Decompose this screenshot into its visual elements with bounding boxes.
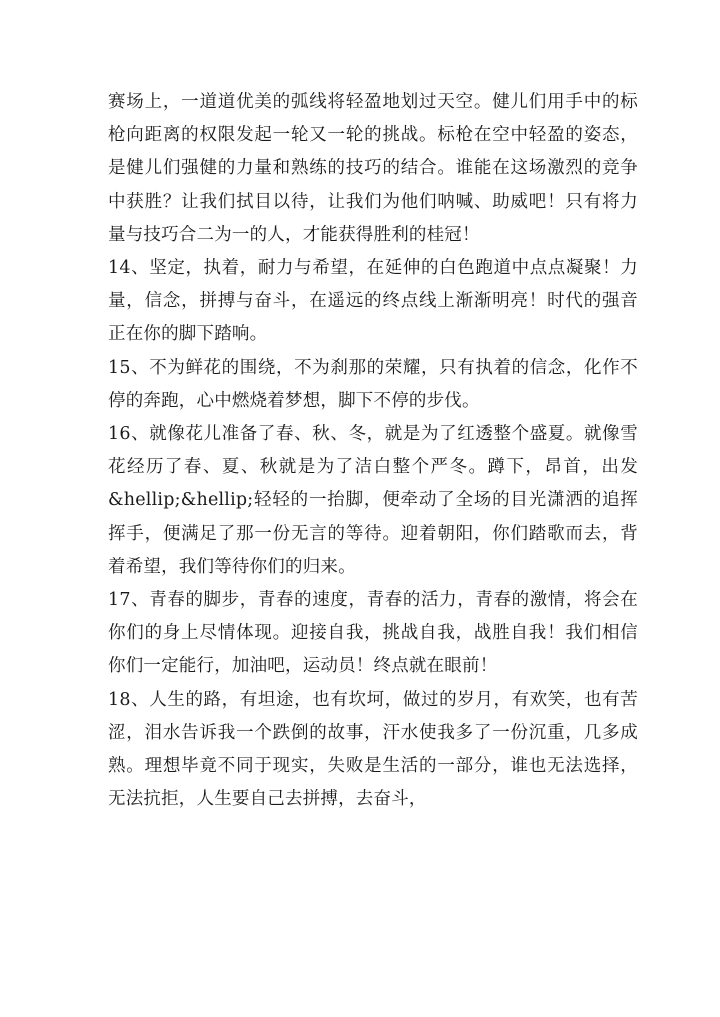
document-body bbox=[108, 86, 638, 816]
paragraph-15: 15、不为鲜花的围绕，不为刹那的荣耀，只有执着的信念，化作不停的奔跑，心中燃烧着梦想，脚下不停的步伐。 bbox=[108, 357, 638, 411]
paragraph-18: 18、人生的路，有坦途，也有坎坷，做过的岁月，有欢笑，也有苦涩，泪水告诉我一个跌倒的故事，汗水使我多了一份沉重，几多成熟。理想毕竟不同于现实，失败是生活的一部分，谁也无法选择，无法抗拒，人生要自己去拼搏，去奋斗， bbox=[108, 689, 638, 810]
paragraph-16: 16、就像花儿准备了春、秋、冬，就是为了红透整个盛夏。就像雪花经历了春、夏、秋就是为了洁白整个严冬。蹲下，昂首，出发&hellip;&hellip;轻轻的一抬脚，便牵动了全场的目光潇洒的追挥挥手，便满足了那一份无言的等待。迎着朝阳，你们踏歌而去，背着希望，我们等待你们的归来。 bbox=[108, 424, 638, 577]
paragraph-14: 14、坚定，执着，耐力与希望，在延伸的白色跑道中点点凝聚！力量，信念，拼搏与奋斗，在遥远的终点线上渐渐明亮！时代的强音正在你的脚下踏响。 bbox=[108, 258, 638, 345]
paragraph-intro: 赛场上，一道道优美的弧线将轻盈地划过天空。健儿们用手中的标枪向距离的权限发起一轮又一轮的挑战。标枪在空中轻盈的姿态，是健儿们强健的力量和熟练的技巧的结合。谁能在这场激烈的竞争中获胜？让我们拭目以待，让我们为他们呐喊、助威吧！只有将力量与技巧合二为一的人，才能获得胜利的桂冠！ bbox=[108, 92, 638, 245]
paragraph-17: 17、青春的脚步，青春的速度，青春的活力，青春的激情，将会在你们的身上尽情体现。迎接自我，挑战自我，战胜自我！我们相信你们一定能行，加油吧，运动员！终点就在眼前！ bbox=[108, 590, 638, 677]
